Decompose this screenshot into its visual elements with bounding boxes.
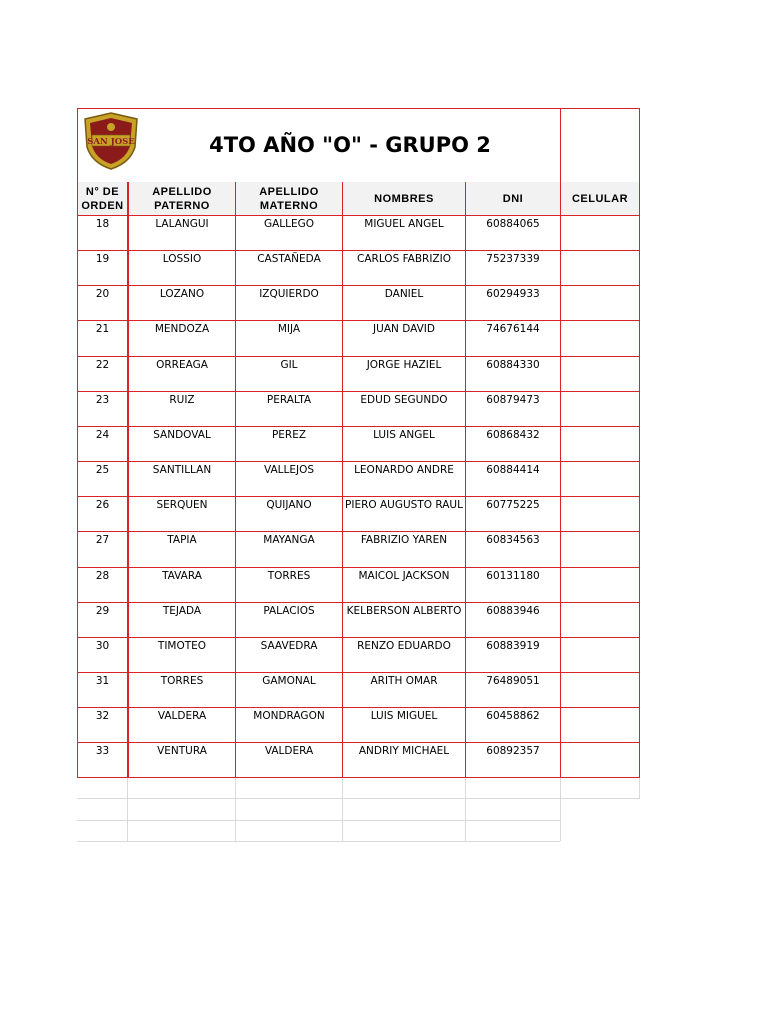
cell-orden: 31 xyxy=(95,675,110,687)
cell-nombres: MAICOL JACKSON xyxy=(358,570,450,582)
cell-celular xyxy=(561,357,639,373)
cell-nombres: FABRIZIO YAREN xyxy=(360,534,448,546)
header-materno-line2: MATERNO xyxy=(259,199,319,212)
cell-nombres: PIERO AUGUSTO RAUL xyxy=(345,499,463,511)
cell-materno: TORRES xyxy=(267,570,311,582)
cell-dni: 60884065 xyxy=(486,218,540,230)
cell-paterno: MENDOZA xyxy=(154,323,210,335)
school-crest-icon xyxy=(82,111,140,171)
cell-paterno: TAPIA xyxy=(167,534,197,546)
cell-orden: 19 xyxy=(95,253,110,265)
faint-grid-v5 xyxy=(560,778,561,841)
cell-materno: MONDRAGON xyxy=(253,710,325,722)
cell-orden: 23 xyxy=(95,394,110,406)
header-orden-line1: N° DE xyxy=(85,185,120,198)
cell-paterno: TIMOTEO xyxy=(157,640,207,652)
cell-dni: 60458862 xyxy=(486,710,540,722)
cell-dni: 76489051 xyxy=(486,675,540,687)
cell-paterno: SANTILLAN xyxy=(152,464,212,476)
cell-celular xyxy=(561,638,639,654)
cell-paterno: TEJADA xyxy=(162,605,202,617)
cell-paterno: VALDERA xyxy=(157,710,207,722)
cell-dni: 60883919 xyxy=(486,640,540,652)
cell-nombres: ARITH OMAR xyxy=(370,675,438,687)
cell-orden: 33 xyxy=(95,745,110,757)
cell-orden: 21 xyxy=(95,323,110,335)
header-materno-line1: APELLIDO xyxy=(259,185,319,198)
cell-celular xyxy=(561,392,639,408)
cell-celular xyxy=(561,673,639,689)
cell-celular xyxy=(561,427,639,443)
cell-nombres: ANDRIY MICHAEL xyxy=(358,745,450,757)
cell-orden: 24 xyxy=(95,429,110,441)
cell-celular xyxy=(561,251,639,267)
cell-nombres: JORGE HAZIEL xyxy=(366,359,442,371)
cell-orden: 30 xyxy=(95,640,110,652)
cell-orden: 27 xyxy=(95,534,110,546)
cell-paterno: LOZANO xyxy=(159,288,205,300)
faint-grid-v6 xyxy=(639,778,640,798)
cell-dni: 60868432 xyxy=(486,429,540,441)
cell-dni: 60294933 xyxy=(486,288,540,300)
header-orden-line2: ORDEN xyxy=(81,199,124,212)
cell-materno: GIL xyxy=(280,359,298,371)
cell-dni: 75237339 xyxy=(486,253,540,265)
faint-grid-v2 xyxy=(235,778,236,841)
cell-paterno: RUIZ xyxy=(169,394,195,406)
cell-celular xyxy=(561,462,639,478)
cell-celular xyxy=(561,603,639,619)
cell-paterno: TORRES xyxy=(160,675,204,687)
logo-text: SAN JOSE xyxy=(87,137,135,147)
cell-dni: 60892357 xyxy=(486,745,540,757)
faint-grid-v4 xyxy=(465,778,466,841)
cell-paterno: VENTURA xyxy=(157,745,207,757)
header-dni: DNI xyxy=(466,182,560,215)
header-paterno-line1: APELLIDO xyxy=(152,185,212,198)
page-title: 4TO AÑO "O" - GRUPO 2 xyxy=(209,133,491,157)
faint-grid-v1 xyxy=(127,778,128,841)
cell-celular xyxy=(561,568,639,584)
cell-nombres: MIGUEL ANGEL xyxy=(364,218,444,230)
header-apellido-paterno xyxy=(129,182,235,215)
cell-dni: 60131180 xyxy=(486,570,540,582)
cell-orden: 25 xyxy=(95,464,110,476)
header-orden xyxy=(78,182,127,215)
cell-materno: PEREZ xyxy=(271,429,307,441)
faint-grid-v3 xyxy=(342,778,343,841)
header-apellido-materno xyxy=(236,182,342,215)
cell-materno: MIJA xyxy=(277,323,301,335)
cell-paterno: SANDOVAL xyxy=(153,429,211,441)
header-paterno-line2: PATERNO xyxy=(154,199,210,212)
cell-materno: SAAVEDRA xyxy=(260,640,318,652)
cell-orden: 29 xyxy=(95,605,110,617)
cell-materno: QUIJANO xyxy=(266,499,312,511)
cell-celular xyxy=(561,743,639,759)
cell-dni: 60879473 xyxy=(486,394,540,406)
cell-paterno: SERQUEN xyxy=(156,499,208,511)
cell-nombres: LUIS ANGEL xyxy=(373,429,435,441)
cell-celular xyxy=(561,708,639,724)
cell-nombres: EDUD SEGUNDO xyxy=(360,394,448,406)
cell-nombres: JUAN DAVID xyxy=(373,323,435,335)
cell-orden: 22 xyxy=(95,359,110,371)
cell-materno: CASTAÑEDA xyxy=(257,253,321,265)
cell-paterno: TAVARA xyxy=(162,570,202,582)
cell-dni: 60884330 xyxy=(486,359,540,371)
cell-dni: 60884414 xyxy=(486,464,540,476)
cell-celular xyxy=(561,321,639,337)
cell-paterno: ORREAGA xyxy=(156,359,208,371)
faint-grid-h1 xyxy=(77,798,640,799)
cell-nombres: LEONARDO ANDRE xyxy=(354,464,454,476)
cell-nombres: RENZO EDUARDO xyxy=(357,640,451,652)
cell-celular xyxy=(561,497,639,513)
cell-celular xyxy=(561,216,639,232)
cell-orden: 26 xyxy=(95,499,110,511)
header-celular: CELULAR xyxy=(561,182,639,215)
cell-dni: 60883946 xyxy=(486,605,540,617)
cell-materno: VALDERA xyxy=(264,745,314,757)
cell-orden: 20 xyxy=(95,288,110,300)
faint-grid-h2 xyxy=(77,820,560,821)
cell-materno: PALACIOS xyxy=(263,605,315,617)
cell-dni: 60834563 xyxy=(486,534,540,546)
cell-materno: GAMONAL xyxy=(262,675,316,687)
cell-materno: VALLEJOS xyxy=(263,464,315,476)
cell-materno: GALLEGO xyxy=(263,218,315,230)
cell-nombres: CARLOS FABRIZIO xyxy=(357,253,451,265)
faint-grid-h3 xyxy=(77,841,560,842)
cell-celular xyxy=(561,532,639,548)
cell-orden: 32 xyxy=(95,710,110,722)
cell-nombres: LUIS MIGUEL xyxy=(370,710,438,722)
cell-paterno: LOSSIO xyxy=(162,253,202,265)
cell-orden: 28 xyxy=(95,570,110,582)
cell-nombres: KELBERSON ALBERTO xyxy=(346,605,462,617)
header-nombres: NOMBRES xyxy=(343,182,465,215)
cell-orden: 18 xyxy=(95,218,110,230)
cell-celular xyxy=(561,286,639,302)
cell-dni: 74676144 xyxy=(486,323,540,335)
cell-materno: PERALTA xyxy=(266,394,312,406)
cell-dni: 60775225 xyxy=(486,499,540,511)
cell-materno: MAYANGA xyxy=(263,534,315,546)
cell-paterno: LALANGUI xyxy=(155,218,209,230)
cell-nombres: DANIEL xyxy=(384,288,424,300)
cell-materno: IZQUIERDO xyxy=(259,288,319,300)
